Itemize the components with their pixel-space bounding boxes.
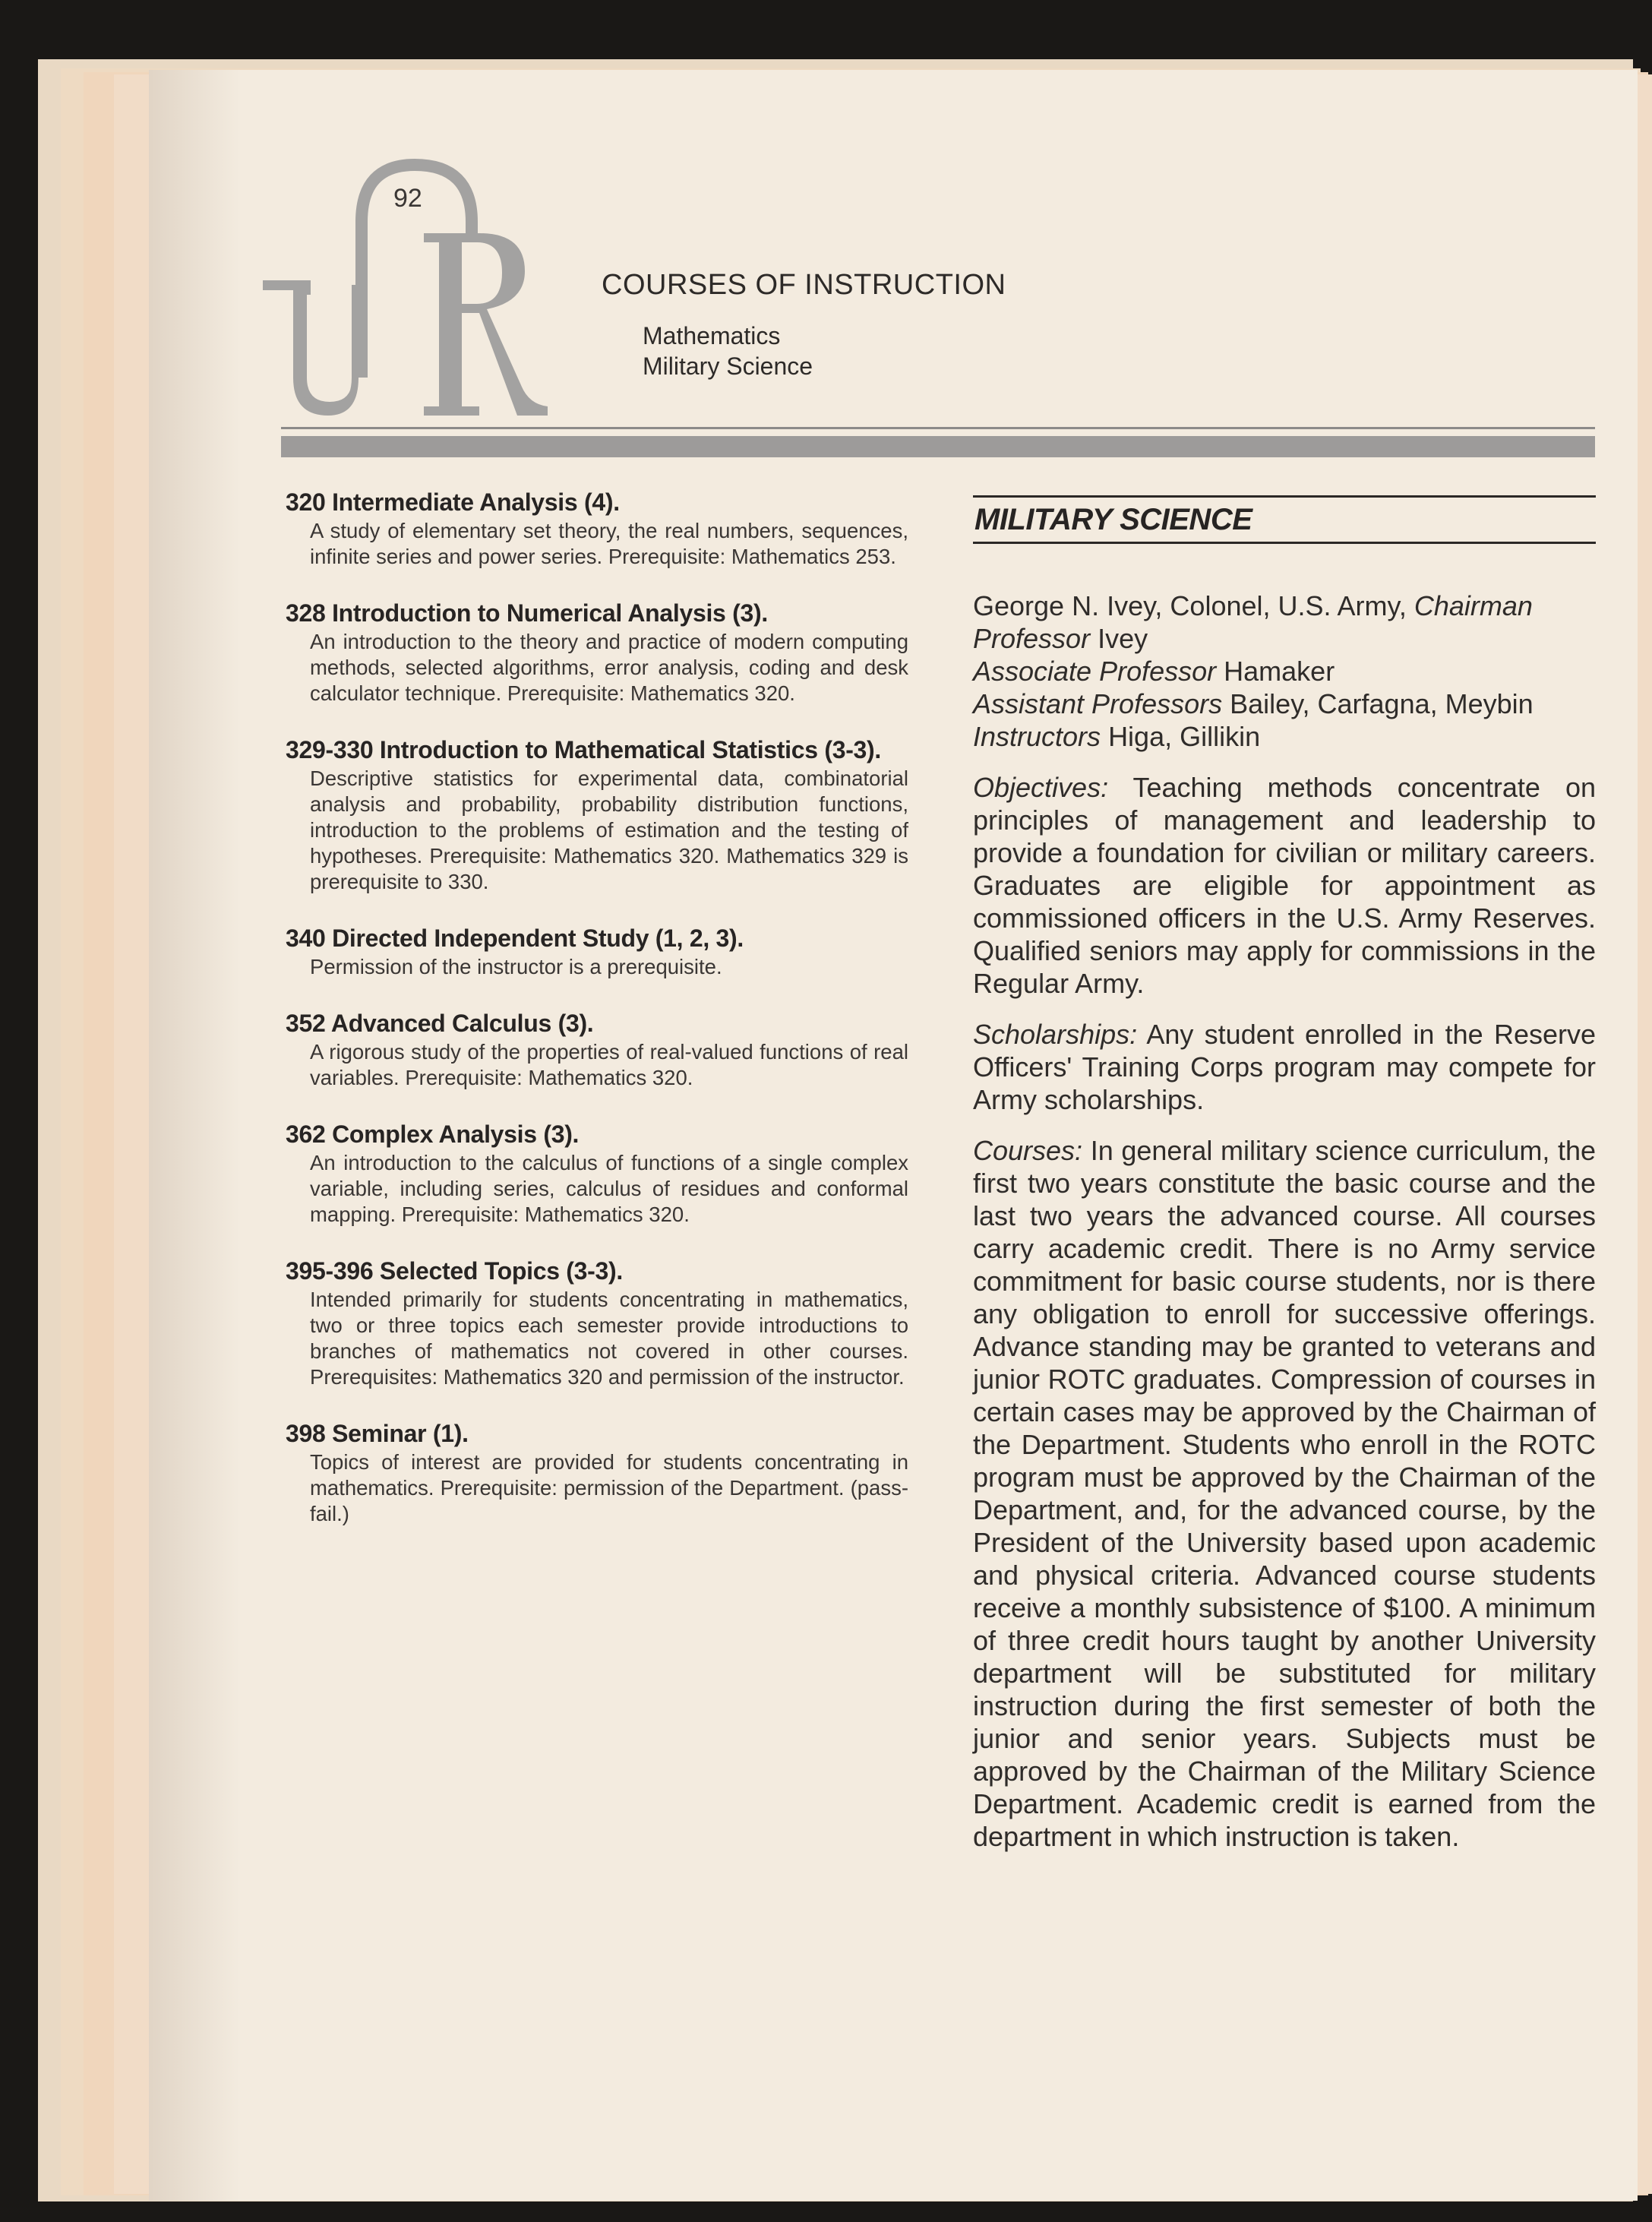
course-description: A rigorous study of the properties of real-valued functions of real variables. Prerequisite: Mathematics 320. xyxy=(310,1040,908,1089)
course-entry xyxy=(286,924,908,980)
scholarships-label: Scholarships: xyxy=(973,1019,1138,1050)
course-entry xyxy=(286,1419,908,1527)
scholarships-text: Any student enrolled in the Reserve Officers' Training Corps program may compete for Army scholarships. xyxy=(973,1019,1597,1115)
scholarships-paragraph xyxy=(973,1018,1596,1116)
header-band xyxy=(281,436,1595,457)
section-title: COURSES OF INSTRUCTION xyxy=(602,269,1006,301)
objectives-label: Objectives: xyxy=(973,772,1109,803)
objectives-text: Teaching methods concentrate on principles of management and leadership to provide a foundation for civilian or military careers. Graduates are eligible for appointment as commissioned officers in the U.S. Army Reserves. Qualified seniors may apply for commissions in the Regular Army. xyxy=(973,772,1596,999)
heading-rule-bottom xyxy=(973,542,1596,544)
course-title: 328 Introduction to Numerical Analysis (3). xyxy=(286,599,768,627)
department-item: Mathematics xyxy=(643,322,781,349)
page-gutter-shadow xyxy=(149,70,240,2201)
course-entry xyxy=(286,599,908,706)
course-description: An introduction to the calculus of functions of a single complex variable, including series, calculus of residues and conformal mapping. Prerequisite: Mathematics 320. xyxy=(310,1151,908,1226)
course-title: 320 Intermediate Analysis (4). xyxy=(286,488,620,516)
faculty-chairman: George N. Ivey, Colonel, U.S. Army, Chairman xyxy=(973,590,1533,621)
course-description: Descriptive statistics for experimental data, combinatorial analysis and probability, probability distribution functions, introduction to the problems of estimation and the testing of hypotheses. Prerequisite: Mathematics 320. Mathematics 329 is prerequisite to 330. xyxy=(310,766,908,893)
course-description: Permission of the instructor is a prerequisite. xyxy=(310,955,722,978)
mathematics-course-list xyxy=(286,488,908,1556)
course-entry xyxy=(286,1256,908,1390)
department-item: Military Science xyxy=(643,352,813,380)
course-title: 362 Complex Analysis (3). xyxy=(286,1120,580,1148)
courses-text: In general military science curriculum, the first two years constitute the basic course and the last two years the advanced course. All courses carry academic credit. There is no Army service commitment for basic course students, nor is there any obligation to enroll for successive offerings. Advance standing may be granted to veterans and junior ROTC graduates. Compression of courses in certain cases may be approved by the Chairman of the Department. Students who enroll in the ROTC program must be approved by the Chairman of the Department, and, for the advanced course, by the President of the University based upon academic and physical criteria. Advanced course students receive a monthly subsistence of $100. A minimum of three credit hours taught by another University department will be substituted for military instruction during the first semester of both the junior and senior years. Subjects must be approved by the Chairman of the Military Science Department. Academic credit is earned from the department in which instruction is taken. xyxy=(973,1135,1596,1852)
faculty-list xyxy=(973,589,1596,753)
faculty-associate: Associate Professor Hamaker xyxy=(973,656,1335,687)
course-description: A study of elementary set theory, the real numbers, sequences, infinite series and power series. Prerequisite: Mathematics 253. xyxy=(310,519,908,568)
course-title: 340 Directed Independent Study (1, 2, 3). xyxy=(286,925,744,952)
course-entry xyxy=(286,1009,908,1091)
course-description: Intended primarily for students concentrating in mathematics, two or three topics each semester provide introductions to branches of mathematics not covered in other courses. Prerequisites: Mathematics 320 and permission of the instructor. xyxy=(310,1288,908,1389)
course-title: 329-330 Introduction to Mathematical Statistics (3-3). xyxy=(286,736,881,763)
courses-paragraph xyxy=(973,1134,1596,1853)
course-title: 352 Advanced Calculus (3). xyxy=(286,1010,594,1037)
courses-label: Courses: xyxy=(973,1135,1083,1166)
section-heading: MILITARY SCIENCE xyxy=(974,503,1252,536)
course-title: 395-396 Selected Topics (3-3). xyxy=(286,1257,623,1285)
course-description: Topics of interest are provided for students concentrating in mathematics. Prerequisite: permission of the Department. (pass-fail.) xyxy=(310,1450,908,1525)
faculty-instructors: Instructors Higa, Gillikin xyxy=(973,721,1261,752)
faculty-professor: Professor Ivey xyxy=(973,623,1148,654)
course-entry xyxy=(286,735,908,895)
faculty-assistant: Assistant Professors Bailey, Carfagna, Meybin xyxy=(973,688,1534,719)
course-entry xyxy=(286,1120,908,1228)
page-number: 92 xyxy=(393,184,422,213)
course-description: An introduction to the theory and practice of modern computing methods, selected algorithms, error analysis, coding and desk calculator technique. Prerequisite: Mathematics 320. xyxy=(310,630,908,705)
header-rule xyxy=(281,427,1595,429)
military-science-section xyxy=(973,495,1596,1853)
course-title: 398 Seminar (1). xyxy=(286,1420,469,1447)
department-list xyxy=(643,321,813,381)
course-entry xyxy=(286,488,908,570)
objectives-paragraph xyxy=(973,771,1596,1000)
catalog-page xyxy=(149,70,1638,2201)
